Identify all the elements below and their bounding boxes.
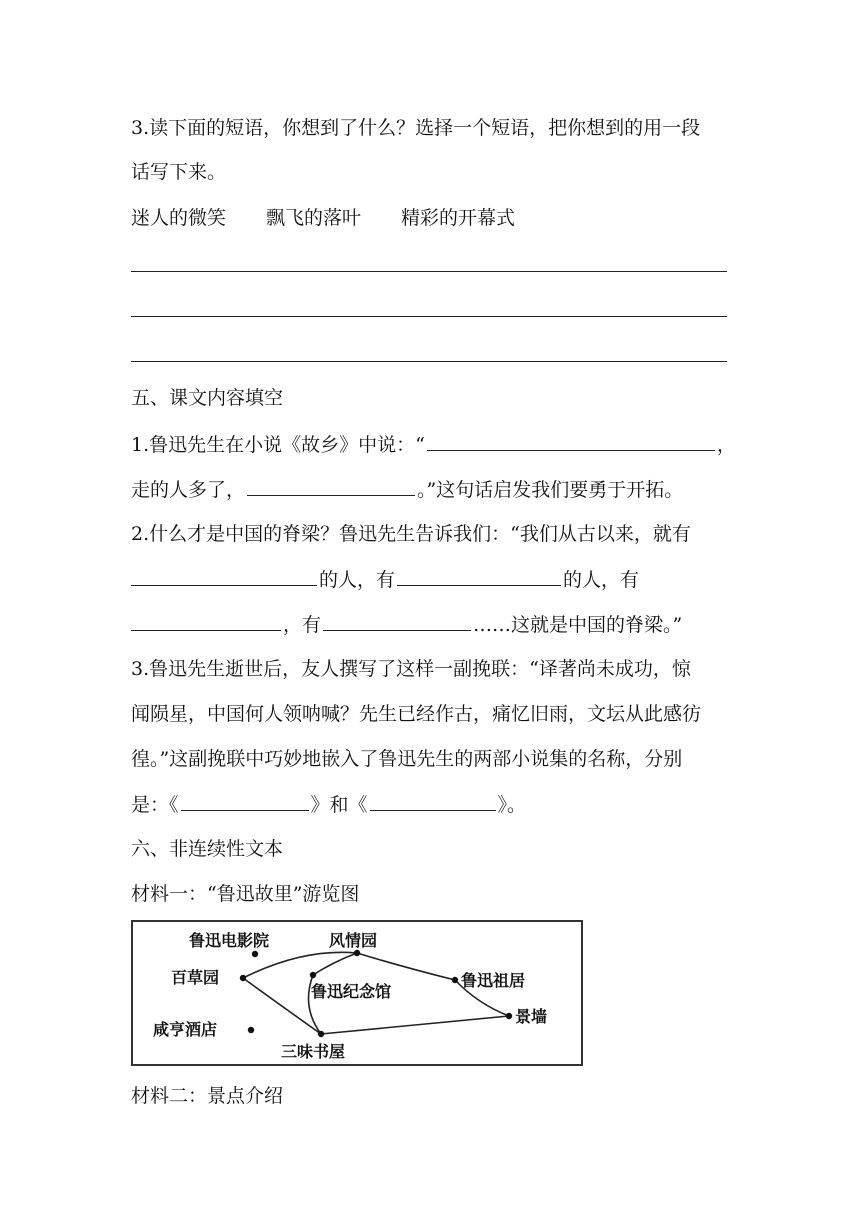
material-1-title: 材料一：“鲁迅故里”游览图 [131, 883, 360, 905]
s5-q3-line-1: 3.鲁迅先生逝世后，友人撰写了这样一副挽联：“译著尚未成功，惊 [131, 658, 691, 680]
s5-q1-line-2 [131, 477, 683, 502]
blank-novel-2[interactable] [370, 792, 496, 811]
dot-cinema [252, 951, 258, 957]
s5-q1-text-b: ， [716, 434, 736, 456]
material-2-title: 材料二：景点介绍 [131, 1085, 284, 1107]
path-fengqing-zuju [357, 953, 455, 980]
s5-q1-text-c: 走的人多了， [131, 479, 246, 501]
s5-q2-text-d: ，有 [283, 614, 322, 636]
s5-q2-line-1: 2.什么才是中国的脊梁？鲁迅先生告诉我们：“我们从古以来，就有 [131, 523, 691, 545]
label-sanwei: 三味书屋 [281, 1042, 346, 1061]
tour-map [131, 920, 583, 1066]
tour-map-svg [133, 922, 581, 1064]
dot-jingqiang [506, 1013, 512, 1019]
label-jinianguan: 鲁迅纪念馆 [311, 982, 392, 1001]
dot-jinianguan [310, 972, 316, 978]
path-sanwei-jingqiang [321, 1016, 509, 1034]
s5-q3-text-c: 》。 [497, 794, 527, 816]
label-cinema: 鲁迅电影院 [189, 931, 270, 950]
blank-gu-xiang-2[interactable] [247, 477, 415, 496]
phrase-3: 精彩的开幕式 [401, 207, 516, 229]
phrase-1: 迷人的微笑 [131, 207, 227, 229]
blank-jiliang-1[interactable] [131, 567, 317, 586]
blank-jiliang-4[interactable] [323, 612, 471, 631]
answer-line-3[interactable] [131, 361, 727, 362]
section-5-title: 五、课文内容填空 [131, 387, 284, 409]
blank-jiliang-2[interactable] [397, 567, 561, 586]
s5-q2-line-3 [131, 612, 682, 637]
s5-q1-text-a: 1.鲁迅先生在小说《故乡》中说：“ [131, 434, 425, 456]
s5-q3-line-2: 闻陨星，中国何人领呐喊？先生已经作古，痛忆旧雨，文坛从此感彷 [131, 703, 702, 725]
s5-q2-line-2 [131, 567, 639, 592]
q3-line-1: 3.读下面的短语，你想到了什么？选择一个短语，把你想到的用一段 [131, 117, 701, 139]
label-xianheng: 咸亨酒店 [153, 1020, 218, 1039]
s5-q2-text-e: ……这就是中国的脊梁。” [473, 614, 683, 636]
s5-q3-text-b: 》和《 [310, 794, 368, 816]
answer-line-2[interactable] [131, 316, 727, 317]
s5-q2-text-b: 的人，有 [319, 569, 396, 591]
blank-novel-1[interactable] [181, 792, 309, 811]
path-fengqing-jinianguan [313, 953, 357, 975]
path-baicao-fengqing [243, 952, 357, 978]
s5-q3-line-4 [131, 792, 526, 817]
s5-q1-text-d: 。”这句话启发我们要勇于开拓。 [417, 479, 684, 501]
dot-zuju [452, 977, 458, 983]
label-zuju: 鲁迅祖居 [461, 971, 526, 990]
s5-q3-line-3: 徨。”这副挽联中巧妙地嵌入了鲁迅先生的两部小说集的名称，分别 [131, 748, 683, 770]
q3-line-2: 话写下来。 [131, 161, 227, 183]
label-baicao: 百草园 [171, 968, 220, 987]
blank-jiliang-3[interactable] [131, 612, 281, 631]
dot-sanwei [318, 1031, 324, 1037]
section-6-title: 六、非连续性文本 [131, 838, 284, 860]
dot-baicao [240, 975, 246, 981]
q3-phrases [131, 206, 515, 230]
label-jingqiang: 景墙 [515, 1007, 548, 1026]
dot-xianheng [248, 1027, 254, 1033]
s5-q3-text-a: 是：《 [131, 794, 179, 816]
label-fengqing: 风情园 [329, 931, 378, 950]
dot-fengqing [354, 950, 360, 956]
s5-q2-text-c: 的人，有 [563, 569, 640, 591]
s5-q1-line-1 [131, 432, 736, 457]
phrase-2: 飘飞的落叶 [266, 207, 362, 229]
answer-line-1[interactable] [131, 271, 727, 272]
blank-gu-xiang-1[interactable] [427, 432, 715, 451]
